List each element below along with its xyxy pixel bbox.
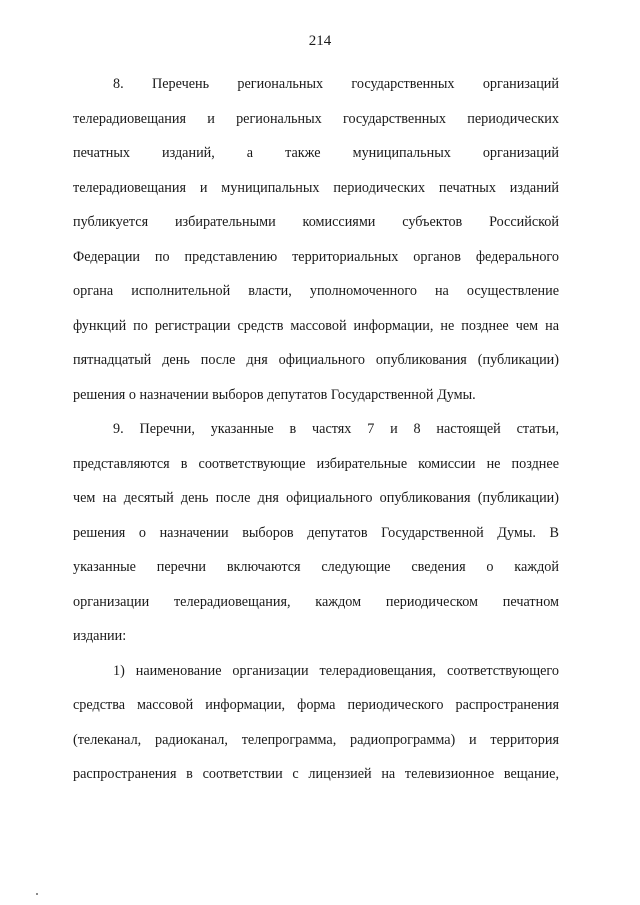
text-line: 9. Перечни, указанные в частях 7 и 8 настоящей статьи, <box>113 421 559 437</box>
text-line: средства массовой информации, форма периодического распространения <box>73 697 559 713</box>
text-line: пятнадцатый день после дня официального опубликования (публикации) <box>73 352 559 368</box>
text-line: распространения в соответствии с лицензией на телевизионное вещание, <box>73 766 559 782</box>
text-line: представляются в соответствующие избирательные комиссии не позднее <box>73 455 559 472</box>
text-line: телерадиовещания и региональных государственных периодических <box>73 110 559 127</box>
text-line: публикуется избирательными комиссиями субъектов Российской <box>73 214 559 230</box>
text-line: 8. Перечень региональных государственных организаций <box>113 76 559 92</box>
scan-speck <box>36 893 38 895</box>
text-line: телерадиовещания и муниципальных периодических печатных изданий <box>73 179 559 196</box>
text-line: 1) наименование организации телерадиовещания, соответствующего <box>113 662 559 679</box>
text-line: решения о назначении выборов депутатов Государственной Думы. <box>73 386 476 403</box>
text-line: органа исполнительной власти, уполномоченного на осуществление <box>73 283 559 299</box>
paragraph-8 <box>73 67 559 412</box>
paragraph-item-1 <box>73 654 559 792</box>
text-line: функций по регистрации средств массовой информации, не позднее чем на <box>73 317 559 334</box>
text-line: Федерации по представлению территориальных органов федерального <box>73 248 559 265</box>
text-line: издании: <box>73 628 127 644</box>
text-line: (телеканал, радиоканал, телепрограмма, радиопрограмма) и территория <box>73 731 559 748</box>
text-line: указанные перечни включаются следующие сведения о каждой <box>73 559 559 575</box>
page-number: 214 <box>308 33 332 49</box>
text-line: организации телерадиовещания, каждом периодическом печатном <box>73 593 559 610</box>
text-line: решения о назначении выборов депутатов Государственной Думы. В <box>73 524 559 541</box>
text-line: печатных изданий, а также муниципальных организаций <box>73 145 559 161</box>
text-line: чем на десятый день после дня официального опубликования (публикации) <box>73 490 559 506</box>
document-body <box>73 67 559 792</box>
paragraph-9 <box>73 412 559 654</box>
